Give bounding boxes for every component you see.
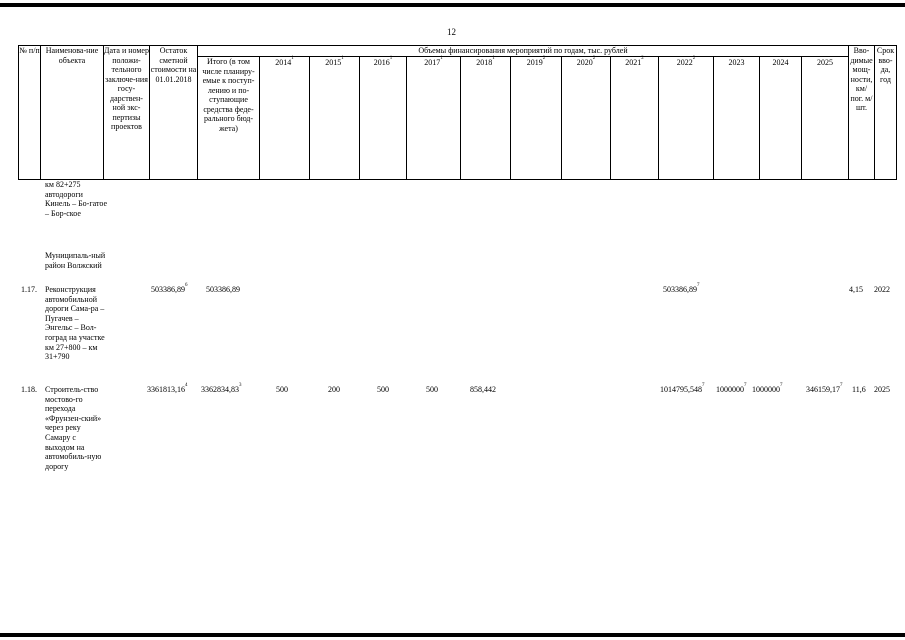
row-118-num: 1.18. — [21, 385, 37, 394]
col-year-header: 2025 — [802, 57, 849, 180]
col-remaining-header: Остаток сметной стоимости на 01.01.2018 — [150, 46, 198, 180]
col-year-header: 2020$^2$ — [562, 57, 611, 180]
row-118-2018: 858,442 — [470, 385, 496, 394]
row-118-2024: 1000000$^7$ — [752, 383, 783, 394]
row-117-input: 4,15 — [849, 285, 863, 294]
col-year-header: 2015$^1$ — [310, 57, 360, 180]
continuation-text: км 82+275 автодороги Кинель – Бо-гатое – Бор-ское — [45, 180, 108, 218]
row-117-2022: 503386,89$^7$ — [663, 283, 700, 294]
row-118-remaining: 3361813,16$^4$ — [147, 383, 188, 394]
col-year-header: 2016$^1$ — [360, 57, 407, 180]
col-year-header: 2021$^2$ — [611, 57, 659, 180]
row-118-2014: 500 — [276, 385, 288, 394]
bottom-rule — [0, 633, 905, 637]
row-118-2017: 500 — [426, 385, 438, 394]
col-date-header: Дата и номер положи-тельного заключе-ния госу-дарствен-ной экс-пертизы проектов — [104, 46, 150, 180]
col-year-header: 2023 — [714, 57, 760, 180]
header-table — [18, 45, 897, 180]
col-total-header: Итого (в том числе планиру-емые к поступ-лению и по-ступающие средства феде-рального бюд-жета) — [198, 57, 260, 180]
row-117-term: 2022 — [874, 285, 890, 294]
col-year-header: 2019$^2$ — [511, 57, 562, 180]
row-117-total: 503386,89 — [206, 285, 240, 294]
col-term-header: Срок вво-да, год — [875, 46, 897, 180]
row-118-2025: 346159,17$^7$ — [806, 383, 843, 394]
top-rule — [0, 3, 905, 7]
district-label: Муниципаль-ный район Волжский — [45, 251, 106, 270]
col-year-header: 2022$^2$ — [659, 57, 714, 180]
row-118-input: 11,6 — [852, 385, 866, 394]
col-name-header: Наименова-ние объекта — [41, 46, 104, 180]
row-117-name: Реконструкция автомобильной дороги Сама-ра – Пугачев – Энгельс – Вол-гоград на участке км 27+800 – км 31+790 — [45, 285, 105, 362]
row-118-term: 2025 — [874, 385, 890, 394]
col-input-header: Вво-димые мощ-ности, км/ пог. м/шт. — [849, 46, 875, 180]
row-118-2023: 1000000$^7$ — [716, 383, 747, 394]
row-118-name: Строитель-ство мостово-го перехода «Фрунзен-ский» через реку Самару с выходом на автомобиль-ную дорогу — [45, 385, 102, 471]
col-year-header: 2018$^1$ — [461, 57, 511, 180]
col-year-header: 2014$^1$ — [260, 57, 310, 180]
funding-group-header: Объемы финансирования мероприятий по годам, тыс. рублей — [198, 46, 849, 57]
col-year-header: 2024 — [760, 57, 802, 180]
row-118-2022: 1014795,548$^7$ — [660, 383, 705, 394]
row-118-2016: 500 — [377, 385, 389, 394]
row-118-total: 3362834,83$^3$ — [201, 383, 242, 394]
page-number: 12 — [447, 27, 456, 37]
row-117-num: 1.17. — [21, 285, 37, 294]
row-117-remaining: 503386,89$^6$ — [151, 283, 188, 294]
col-num-header: № п/п — [19, 46, 41, 180]
col-year-header: 2017$^1$ — [407, 57, 461, 180]
row-118-2015: 200 — [328, 385, 340, 394]
